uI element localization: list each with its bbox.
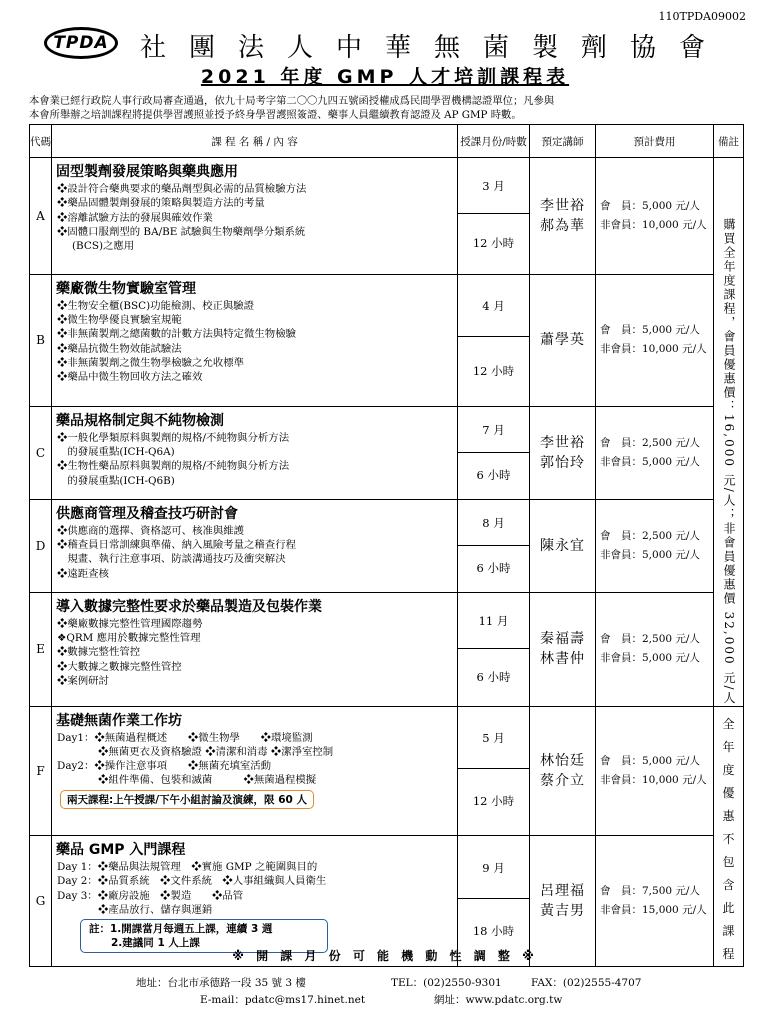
list-item: ❖藥品中微生物回收方法之確效 [57, 371, 203, 384]
header-teacher: 預定講師 [530, 125, 596, 158]
course-note-box: 註：1.開課當月每週五上課，連續 3 週 2.建議同 1 人上課 [80, 919, 328, 953]
course-name: 固型製劑發展策略與藥典應用 [56, 164, 238, 180]
fee: 會 員：5,000 元/人 非會員：10,000 元/人 [596, 158, 714, 275]
page-title: 2021 年度 GMP 人才培訓課程表 [200, 66, 570, 88]
teacher: 蕭學英 [530, 274, 596, 406]
website: 網址：www.pdatc.org.tw [434, 994, 563, 1006]
teacher: 陳永宜 [530, 499, 596, 592]
list-item: ❖固體口服劑型的 BA/BE 試驗與生物藥劑學分類系統 [57, 225, 306, 238]
fee: 會 員：5,000 元/人 非會員：10,000 元/人 [596, 706, 714, 835]
header-code: 代碼 [30, 125, 52, 158]
fee: 會 員：2,500 元/人 非會員：5,000 元/人 [596, 592, 714, 706]
month-hours: 9 月 18 小時 [458, 836, 530, 967]
course-name: 藥廠微生物實驗室管理 [56, 280, 196, 297]
document-number: 110TPDA09002 [658, 10, 746, 23]
course-content [52, 158, 458, 275]
list-item: ❖稽查員日常訓練與準備、納入風險考量之稽查行程 [57, 539, 296, 552]
teacher: 呂理福 黃吉男 [530, 836, 596, 967]
annual-note: 購買全年度課程，會員優惠價：16,000 元/人；非會員優惠價 32,000 元/人 [714, 158, 744, 707]
list-item: ❖供應商的選擇、資格認可、核准與維護 [57, 524, 245, 537]
list-item: 的發展重點(ICH-Q6A) [57, 445, 175, 458]
course-code: A [30, 158, 52, 275]
list-item: ❖產品放行、儲存與運銷 [98, 903, 213, 916]
month-hours: 5 月 12 小時 [458, 706, 530, 835]
month-hours: 8 月 6 小時 [458, 499, 530, 592]
list-item: ❖數據完整性管控 [57, 646, 141, 659]
month-hours: 11 月 6 小時 [458, 592, 530, 706]
contact-info [136, 975, 641, 1009]
table-row [30, 499, 744, 592]
header-fee: 預計費用 [596, 125, 714, 158]
course-code: C [30, 406, 52, 499]
list-item: ❖非無菌製劑之微生物學檢驗之允收標準 [57, 356, 245, 369]
list-item: ❖無菌更衣及資格驗證 ❖清潔和消毒 ❖潔淨室控制 [98, 745, 334, 758]
list-item: Day2：❖操作注意事項 ❖無菌充填室活動 [57, 760, 272, 773]
exclusion-note: 全 年 度 優 惠 不 包 含 此 課 程 [714, 706, 744, 966]
tpda-logo: TPDA [44, 27, 118, 59]
fee: 會 員：5,000 元/人 非會員：10,000 元/人 [596, 274, 714, 406]
course-table [29, 124, 744, 967]
header-note: 備註 [714, 125, 744, 158]
course-name: 藥品規格制定與不純物檢測 [56, 412, 224, 429]
list-item: ❖溶離試驗方法的發展與確效作業 [57, 211, 213, 224]
organization-name: 社團法人中華無菌製劑協會 [140, 33, 729, 63]
table-row [30, 158, 744, 275]
course-code: D [30, 499, 52, 592]
list-item: ❖藥品固體製劑發展的策略與製造方法的考量 [57, 197, 265, 210]
list-item: Day1：❖無菌過程概述 ❖微生物學 ❖環境監測 [57, 731, 313, 744]
month-hours: 4 月 12 小時 [458, 274, 530, 406]
list-item: Day 3：❖廠房設施 ❖製造 ❖品管 [57, 889, 244, 902]
header-name: 課 程 名 稱 / 內 容 [52, 125, 458, 158]
month-hours: 3 月 12 小時 [458, 158, 530, 275]
list-item: Day 1：❖藥品與法規管理 ❖實施 GMP 之範圍與目的 [57, 861, 318, 873]
table-header-row [30, 125, 744, 158]
month-hours: 7 月 6 小時 [458, 406, 530, 499]
course-code: F [30, 706, 52, 835]
list-item: ❖生物安全櫃(BSC)功能檢測、校正與驗證 [57, 299, 255, 312]
fax: FAX：(02)2555-4707 [531, 977, 642, 989]
fee: 會 員：2,500 元/人 非會員：5,000 元/人 [596, 499, 714, 592]
intro-text: 本會業已經行政院人事行政局審查通過，依九十局考字第二〇〇九四五號函授權成爲民間學習機構認證單位；凡參與 本會所舉辦之培訓課程將提供學習護照並授予終身學習護照簽證、藥事人員繼續教育認證及 AP GMP 時數。 [29, 95, 555, 121]
teacher: 李世裕 郝為華 [530, 158, 596, 275]
table-row [30, 406, 744, 499]
table-row [30, 706, 744, 835]
course-content [52, 499, 458, 592]
list-item: ❖藥廠數據完整性管理國際趨勢 [57, 617, 203, 630]
list-item: ❖組件準備、包裝和滅菌 ❖無菌過程模擬 [98, 774, 317, 787]
course-code: B [30, 274, 52, 406]
schedule-notice: ※ 開 課 月 份 可 能 機 動 性 調 整 ※ [232, 949, 538, 963]
course-note-box: 兩天課程:上午授課/下午小組討論及演練，限 60 人 [60, 790, 314, 809]
list-item: ❖設計符合藥典要求的藥品劑型與必需的品質檢驗方法 [57, 183, 307, 195]
list-item: ❖藥品抗微生物效能試驗法 [57, 342, 182, 355]
list-item: ❖遠距查核 [57, 567, 109, 580]
list-item: ❖微生物學優良實驗室規範 [57, 313, 182, 326]
list-item: ❖大數據之數據完整性管控 [57, 660, 182, 673]
table-row [30, 592, 744, 706]
fee: 會 員：7,500 元/人 非會員：15,000 元/人 [596, 836, 714, 967]
course-code: E [30, 592, 52, 706]
email: E-mail：pdatc@ms17.hinet.net [200, 994, 366, 1006]
list-item: Day 2：❖品質系統 ❖文件系統 ❖人事組織與人員衛生 [57, 875, 327, 888]
list-item: ❖生物性藥品原料與製劑的規格/不純物與分析方法 [57, 460, 290, 473]
header-month: 授課月份/時數 [458, 125, 530, 158]
teacher: 李世裕 郭怡玲 [530, 406, 596, 499]
telephone: TEL：(02)2550-9301 [391, 977, 502, 989]
list-item: ❖非無菌製劑之總菌數的計數方法與特定微生物檢驗 [57, 328, 296, 341]
teacher: 林怡廷 蔡介立 [530, 706, 596, 835]
table-row [30, 274, 744, 406]
list-item: ❖案例研討 [57, 675, 109, 688]
list-item: 規畫、執行注意事項、防談溝通技巧及衝突解決 [57, 553, 286, 566]
course-name: 供應商管理及稽查技巧研討會 [56, 505, 238, 522]
teacher: 秦福壽 林書仲 [530, 592, 596, 706]
list-item: ❖一般化學類原料與製劑的規格/不純物與分析方法 [57, 431, 290, 444]
course-content [52, 706, 458, 835]
course-content [52, 592, 458, 706]
address: 地址：台北市承德路一段 35 號 3 樓 [136, 977, 306, 989]
fee: 會 員：2,500 元/人 非會員：5,000 元/人 [596, 406, 714, 499]
course-content [52, 274, 458, 406]
course-code: G [30, 836, 52, 967]
list-item: (BCS)之應用 [72, 240, 135, 253]
course-name: 藥品 GMP 入門課程 [56, 842, 186, 858]
course-name: 基礎無菌作業工作坊 [56, 712, 182, 729]
course-name: 導入數據完整性要求於藥品製造及包裝作業 [56, 598, 322, 615]
course-content [52, 406, 458, 499]
list-item: 的發展重點(ICH-Q6B) [57, 474, 175, 487]
list-item: ❖QRM 應用於數據完整性管理 [57, 632, 201, 645]
